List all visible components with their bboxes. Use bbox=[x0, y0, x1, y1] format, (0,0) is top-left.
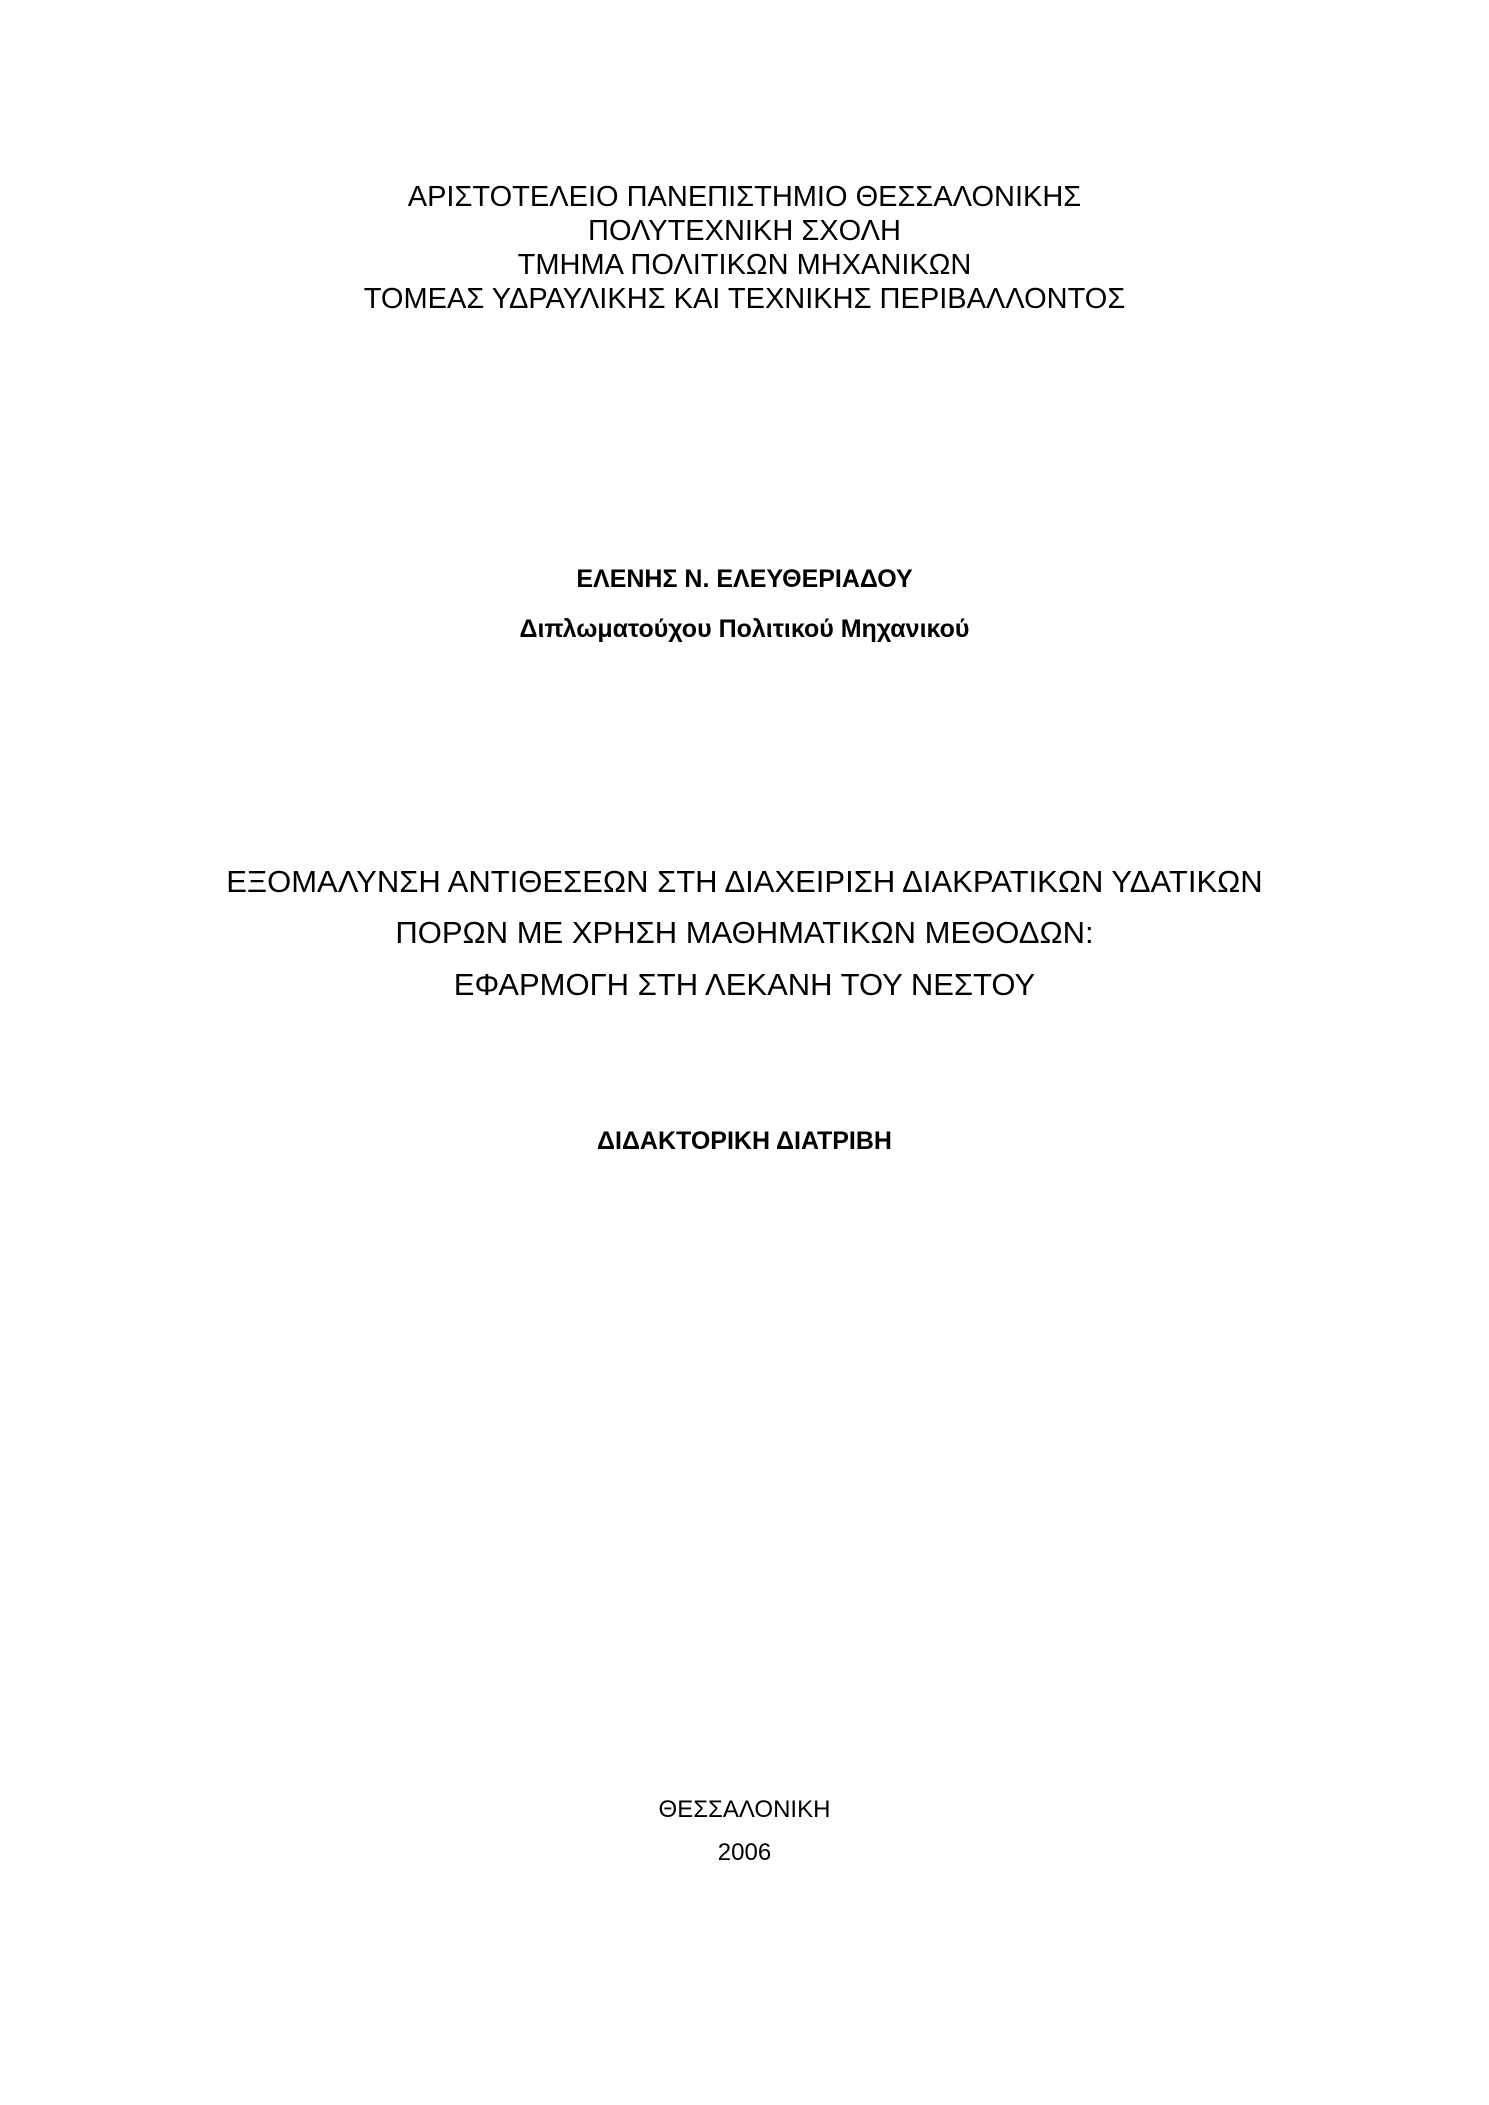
author-name: ΕΛΕΝΗΣ Ν. ΕΛΕΥΘΕΡΙΑΔΟΥ bbox=[576, 565, 913, 593]
city: ΘΕΣΣΑΛΟΝΙΚΗ bbox=[658, 1796, 831, 1823]
thesis-title-line-2: ΠΟΡΩΝ ΜΕ ΧΡΗΣΗ ΜΑΘΗΜΑΤΙΚΩΝ ΜΕΘΟΔΩΝ: bbox=[395, 915, 1094, 950]
year: 2006 bbox=[717, 1839, 772, 1866]
department-name: ΤΜΗΜΑ ΠΟΛΙΤΙΚΩΝ ΜΗΧΑΝΙΚΩΝ bbox=[517, 249, 972, 281]
thesis-title-line-1: ΕΞΟΜΑΛΥΝΣΗ ΑΝΤΙΘΕΣΕΩΝ ΣΤΗ ΔΙΑΧΕΙΡΙΣΗ ΔΙΑΚΡΑΤΙΚΩΝ ΥΔΑΤΙΚΩΝ bbox=[226, 864, 1263, 899]
school-name: ΠΟΛΥΤΕΧΝΙΚΗ ΣΧΟΛΗ bbox=[588, 215, 901, 247]
university-name: ΑΡΙΣΤΟΤΕΛΕΙΟ ΠΑΝΕΠΙΣΤΗΜΙΟ ΘΕΣΣΑΛΟΝΙΚΗΣ bbox=[407, 181, 1082, 213]
author-credential: Διπλωματούχου Πολιτικού Μηχανικού bbox=[519, 615, 970, 643]
thesis-title-line-3: ΕΦΑΡΜΟΓΗ ΣΤΗ ΛΕΚΑΝΗ ΤΟΥ ΝΕΣΤΟΥ bbox=[453, 967, 1036, 1002]
thesis-type: ΔΙΔΑΚΤΟΡΙΚΗ ΔΙΑΤΡΙΒΗ bbox=[597, 1127, 892, 1155]
division-name: ΤΟΜΕΑΣ ΥΔΡΑΥΛΙΚΗΣ ΚΑΙ ΤΕΧΝΙΚΗΣ ΠΕΡΙΒΑΛΛΟΝΤΟΣ bbox=[363, 283, 1126, 315]
